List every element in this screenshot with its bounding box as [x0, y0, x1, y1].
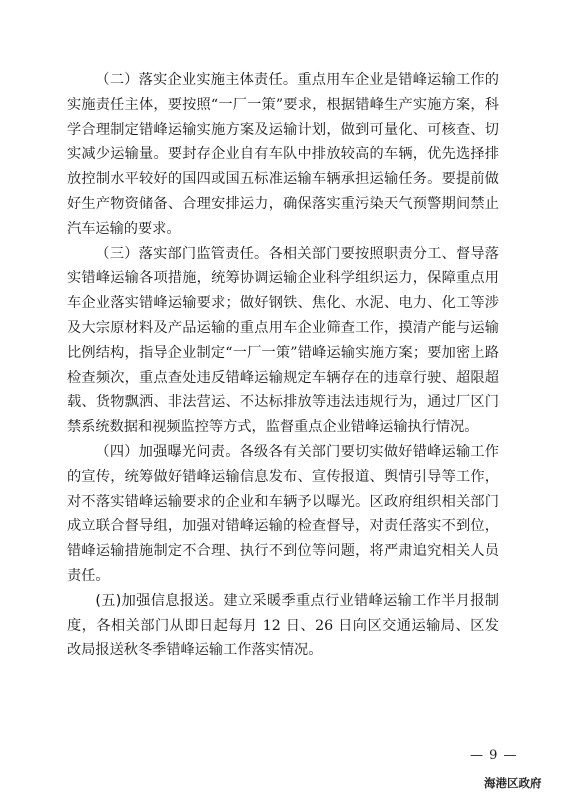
- paragraph-information-reporting: [67, 589, 499, 663]
- source-watermark: 海港区政府: [484, 776, 542, 790]
- section-heading: （二）落实企业实施主体责任。: [95, 72, 298, 88]
- page-number: — 9 —: [470, 748, 518, 763]
- paragraph-text: 各相关部门要按照职责分工、督导落实错峰运输各项措施，统筹协调运输企业科学组织运力，保障重点用车企业落实错峰运输要求；做好钢铁、焦化、水泥、电力、化工等涉及大宗原材料及产品运输的重点用车企业筛查工作，摸清产能与运输比例结构，指导企业制定“一厂一策”错峰运输实施方案；要加密上路检查频次，重点查处违反错峰运输规定车辆存在的违章行驶、超限超载、货物飘洒、非法营运、不达标排放等违法违规行为，通过厂区门禁系统数据和视频监控等方式，监督重点企业错峰运输执行情况。: [67, 245, 499, 436]
- paragraph-department-supervision: [67, 242, 499, 440]
- paragraph-enterprise-responsibility: [67, 68, 499, 242]
- section-heading: (五)加强信息报送。: [95, 592, 224, 609]
- paragraph-text: 建立采暖季重点行业错峰运输工作半月报制度，各相关部门从即日起每月 12 日、26 日向区交通运输局、区发改局报送秋冬季错峰运输工作落实情况。: [67, 592, 499, 659]
- paragraph-text: 各级各有关部门要切实做好错峰运输工作的宣传，统筹做好错峰运输信息发布、宣传报道、舆情引导等工作，对不落实错峰运输要求的企业和车辆予以曝光。区政府组织相关部门成立联合督导组，加强对错峰运输的检查督导，对责任落实不到位，错峰运输措施制定不合理、执行不到位等问题，将严肃追究相关人员责任。: [67, 443, 499, 584]
- section-heading: （四）加强曝光问责。: [95, 443, 240, 460]
- paragraph-exposure-accountability: [67, 440, 499, 589]
- paragraph-text: 重点用车企业是错峰运输工作的实施责任主体，要按照“一厂一策”要求，根据错峰生产实施方案，科学合理制定错峰运输实施方案及运输计划，做到可量化、可核查、切实减少运输量。要封存企业自有车队中排放较高的车辆，优先选择排放控制水平较好的国四或国五标准运输车辆承担运输任务。要提前做好生产物资储备、合理安排运力，确保落实重污染天气预警期间禁止汽车运输的要求。: [67, 72, 499, 237]
- document-body: [67, 68, 499, 663]
- section-heading: （三）落实部门监管责任。: [95, 245, 269, 262]
